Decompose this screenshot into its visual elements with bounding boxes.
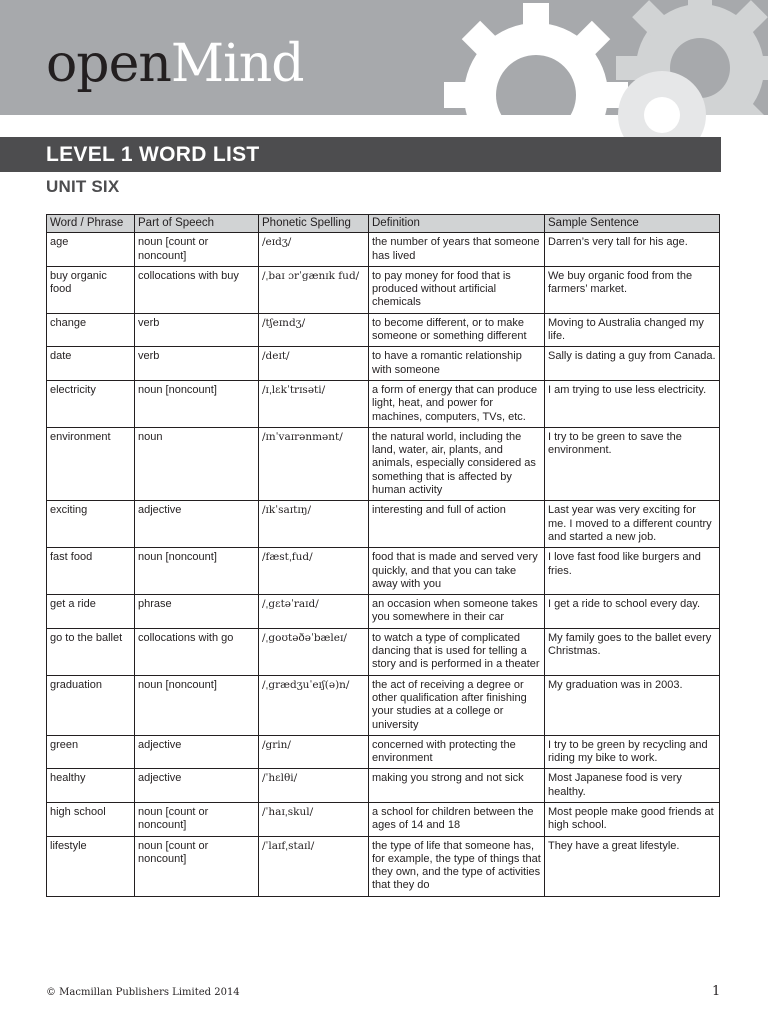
cell-part-of-speech: noun [noncount] — [135, 675, 259, 735]
cell-definition: to watch a type of complicated dancing that is used for telling a story and is performed in a theater — [369, 628, 545, 675]
cell-word: fast food — [47, 548, 135, 595]
cell-sample-sentence: My family goes to the ballet every Christmas. — [545, 628, 720, 675]
logo-part-mind: Mind — [170, 34, 304, 94]
cell-word: green — [47, 735, 135, 769]
column-header-definition: Definition — [369, 215, 545, 233]
cell-definition: making you strong and not sick — [369, 769, 545, 803]
unit-subtitle: UNIT SIX — [46, 177, 120, 196]
cell-phonetic: /ˈhaɪˌskul/ — [259, 802, 369, 836]
table-row — [47, 233, 720, 267]
cell-part-of-speech: phrase — [135, 595, 259, 629]
cell-sample-sentence: Darren’s very tall for his age. — [545, 233, 720, 267]
table-header-row — [47, 215, 720, 233]
table-row — [47, 595, 720, 629]
cell-phonetic: /fæstˌfud/ — [259, 548, 369, 595]
table-body — [47, 233, 720, 896]
cell-word: age — [47, 233, 135, 267]
cell-word: lifestyle — [47, 836, 135, 896]
column-header-part-of-speech: Part of Speech — [135, 215, 259, 233]
cell-part-of-speech: collocations with go — [135, 628, 259, 675]
cell-sample-sentence: I try to be green to save the environment. — [545, 427, 720, 500]
cell-phonetic: /tʃeɪndʒ/ — [259, 313, 369, 347]
table-row — [47, 735, 720, 769]
column-header-sample-sentence: Sample Sentence — [545, 215, 720, 233]
cell-word: get a ride — [47, 595, 135, 629]
table-row — [47, 548, 720, 595]
table-row — [47, 313, 720, 347]
copyright-notice: © Macmillan Publishers Limited 2014 — [46, 987, 240, 998]
cell-definition: concerned with protecting the environment — [369, 735, 545, 769]
cell-definition: food that is made and served very quickly, and that you can take away with you — [369, 548, 545, 595]
cell-phonetic: /ˌgɛtəˈraɪd/ — [259, 595, 369, 629]
logo-part-open: open — [46, 34, 171, 94]
cell-part-of-speech: collocations with buy — [135, 266, 259, 313]
cell-phonetic: /ɪnˈvaɪrənmənt/ — [259, 427, 369, 500]
cell-word: environment — [47, 427, 135, 500]
cell-definition: the act of receiving a degree or other qualification after finishing your studies at a college or university — [369, 675, 545, 735]
cell-definition: a form of energy that can produce light, heat, and power for machines, computers, TVs, etc. — [369, 380, 545, 427]
table-row — [47, 427, 720, 500]
table-row — [47, 675, 720, 735]
cell-sample-sentence: My graduation was in 2003. — [545, 675, 720, 735]
cell-phonetic: /ˌgrædʒuˈeɪʃ(ə)n/ — [259, 675, 369, 735]
cell-sample-sentence: I try to be green by recycling and riding my bike to work. — [545, 735, 720, 769]
word-list-table — [46, 214, 720, 897]
gears-icon — [428, 0, 768, 115]
cell-sample-sentence: Moving to Australia changed my life. — [545, 313, 720, 347]
table-row — [47, 380, 720, 427]
table-row — [47, 501, 720, 548]
cell-part-of-speech: noun [noncount] — [135, 380, 259, 427]
cell-definition: interesting and full of action — [369, 501, 545, 548]
cell-definition: an occasion when someone takes you somewhere in their car — [369, 595, 545, 629]
cell-definition: the number of years that someone has lived — [369, 233, 545, 267]
cell-sample-sentence: Last year was very exciting for me. I moved to a different country and started a new job. — [545, 501, 720, 548]
cell-phonetic: /grin/ — [259, 735, 369, 769]
table-row — [47, 802, 720, 836]
cell-phonetic: /eɪdʒ/ — [259, 233, 369, 267]
table-row — [47, 769, 720, 803]
cell-word: date — [47, 347, 135, 381]
cell-word: buy organic food — [47, 266, 135, 313]
cell-phonetic: /ɪkˈsaɪtɪŋ/ — [259, 501, 369, 548]
cell-sample-sentence: I get a ride to school every day. — [545, 595, 720, 629]
column-header-phonetic: Phonetic Spelling — [259, 215, 369, 233]
page-title: LEVEL 1 WORD LIST — [0, 137, 721, 172]
header-banner — [0, 0, 768, 115]
brand-logo — [46, 34, 304, 94]
cell-word: change — [47, 313, 135, 347]
cell-word: high school — [47, 802, 135, 836]
cell-definition: the natural world, including the land, water, air, plants, and animals, especially considered as something that is affected by human activity — [369, 427, 545, 500]
page-number: 1 — [712, 984, 721, 999]
cell-phonetic: /ɪˌlɛkˈtrɪsəti/ — [259, 380, 369, 427]
cell-definition: to have a romantic relationship with someone — [369, 347, 545, 381]
cell-word: go to the ballet — [47, 628, 135, 675]
cell-part-of-speech: verb — [135, 313, 259, 347]
cell-part-of-speech: verb — [135, 347, 259, 381]
cell-sample-sentence: I am trying to use less electricity. — [545, 380, 720, 427]
cell-definition: to pay money for food that is produced without artificial chemicals — [369, 266, 545, 313]
cell-sample-sentence: Most people make good friends at high school. — [545, 802, 720, 836]
cell-phonetic: /ˈlaɪfˌstaɪl/ — [259, 836, 369, 896]
cell-definition: the type of life that someone has, for example, the type of things that they own, and the type of activities that they do — [369, 836, 545, 896]
cell-phonetic: /ˈhɛlθi/ — [259, 769, 369, 803]
cell-phonetic: /deɪt/ — [259, 347, 369, 381]
cell-definition: a school for children between the ages of 14 and 18 — [369, 802, 545, 836]
cell-phonetic: /ˌbaɪ ɔrˈgænɪk fud/ — [259, 266, 369, 313]
cell-word: healthy — [47, 769, 135, 803]
cell-word: graduation — [47, 675, 135, 735]
table-row — [47, 628, 720, 675]
cell-part-of-speech: noun — [135, 427, 259, 500]
column-header-word: Word / Phrase — [47, 215, 135, 233]
cell-phonetic: /ˌgoʊtəðəˈbæleɪ/ — [259, 628, 369, 675]
cell-sample-sentence: They have a great lifestyle. — [545, 836, 720, 896]
cell-part-of-speech: adjective — [135, 501, 259, 548]
cell-part-of-speech: adjective — [135, 735, 259, 769]
cell-part-of-speech: noun [count or noncount] — [135, 233, 259, 267]
cell-definition: to become different, or to make someone or something different — [369, 313, 545, 347]
cell-part-of-speech: noun [noncount] — [135, 548, 259, 595]
cell-sample-sentence: We buy organic food from the farmers’ market. — [545, 266, 720, 313]
cell-word: exciting — [47, 501, 135, 548]
cell-part-of-speech: noun [count or noncount] — [135, 802, 259, 836]
cell-word: electricity — [47, 380, 135, 427]
cell-sample-sentence: Sally is dating a guy from Canada. — [545, 347, 720, 381]
cell-sample-sentence: I love fast food like burgers and fries. — [545, 548, 720, 595]
table-row — [47, 836, 720, 896]
cell-part-of-speech: noun [count or noncount] — [135, 836, 259, 896]
cell-sample-sentence: Most Japanese food is very healthy. — [545, 769, 720, 803]
table-row — [47, 347, 720, 381]
table-row — [47, 266, 720, 313]
cell-part-of-speech: adjective — [135, 769, 259, 803]
